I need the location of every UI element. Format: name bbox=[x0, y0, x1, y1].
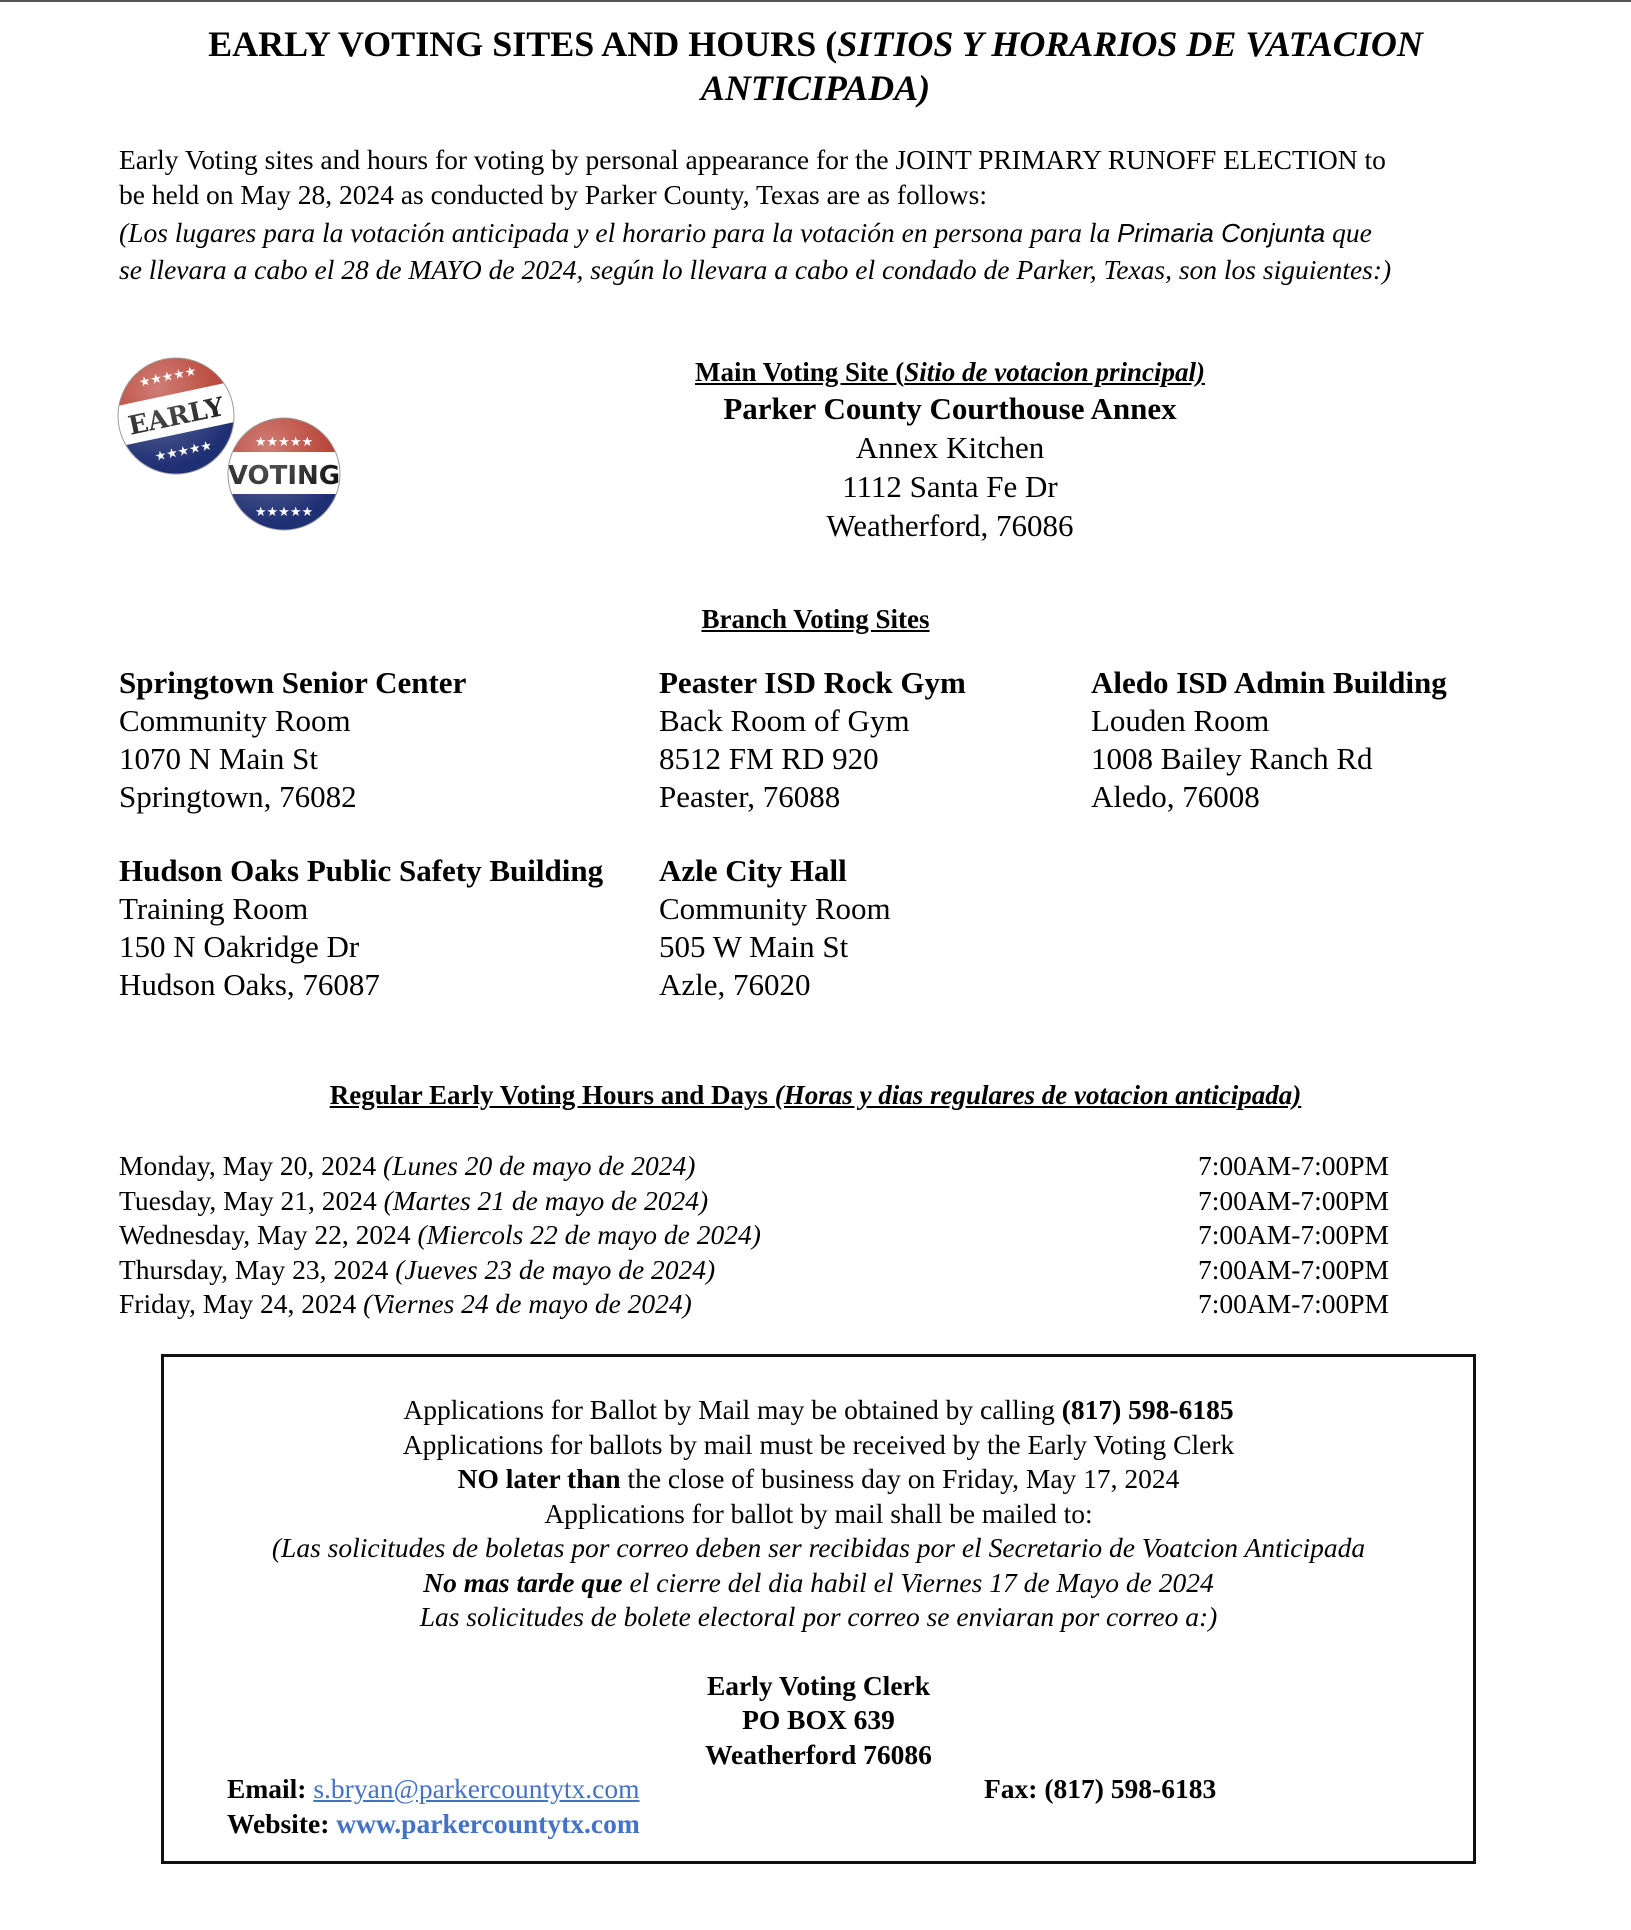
intro-spanish-que: que bbox=[1325, 217, 1372, 248]
hours-time: 7:00AM-7:00PM bbox=[1198, 1219, 1389, 1250]
branch-site-city: Aledo, 76008 bbox=[1091, 779, 1260, 814]
branch-site-city: Springtown, 76082 bbox=[119, 779, 357, 814]
no-mas-tarde-que: No mas tarde que bbox=[423, 1567, 623, 1598]
branch-site-name: Aledo ISD Admin Building bbox=[1091, 665, 1447, 700]
branch-site bbox=[119, 664, 466, 816]
hours-row bbox=[119, 1218, 1419, 1253]
email-link[interactable]: s.bryan@parkercountytx.com bbox=[313, 1773, 640, 1804]
website-label: Website: bbox=[227, 1808, 337, 1839]
website-link[interactable]: www.parkercountytx.com bbox=[336, 1808, 640, 1839]
hours-day: Wednesday, May 22, 2024 bbox=[119, 1219, 418, 1250]
mail-line-mailed-to: Applications for ballot by mail shall be mailed to: bbox=[544, 1498, 1093, 1529]
early-voting-buttons-icon bbox=[108, 350, 356, 542]
branch-sites-heading bbox=[0, 602, 1631, 636]
branch-site-street: 505 W Main St bbox=[659, 929, 849, 964]
branch-site-street: 150 N Oakridge Dr bbox=[119, 929, 360, 964]
hours-row bbox=[119, 1253, 1419, 1288]
hours-day-es: (Miercols 22 de mayo de 2024) bbox=[417, 1219, 761, 1250]
website-line bbox=[227, 1806, 640, 1842]
title-spanish-line1: SITIOS Y HORARIOS DE VATACION bbox=[837, 24, 1423, 64]
main-site-heading-es: Sitio de votacion principal) bbox=[904, 357, 1206, 387]
fax-number: (817) 598-6183 bbox=[1044, 1773, 1217, 1804]
page-top-border bbox=[0, 0, 1631, 2]
hours-row bbox=[119, 1149, 1419, 1184]
hours-day-es: (Lunes 20 de mayo de 2024) bbox=[383, 1150, 696, 1181]
main-site-heading-en: Main Voting Site ( bbox=[694, 357, 905, 387]
main-site-heading bbox=[600, 354, 1300, 390]
intro-spanish-text: (Los lugares para la votación anticipada y el horario para la votación en persona para la bbox=[119, 217, 1118, 248]
hours-row bbox=[119, 1287, 1419, 1322]
branch-sites-heading-text: Branch Voting Sites bbox=[701, 604, 930, 634]
mail-line-phone bbox=[161, 1393, 1476, 1428]
clerk-city: Weatherford 76086 bbox=[705, 1739, 932, 1770]
mail-line-es-3: Las solicitudes de bolete electoral por correo se enviaran por correo a:) bbox=[419, 1601, 1218, 1632]
branch-site-name: Springtown Senior Center bbox=[119, 665, 467, 700]
branch-site bbox=[659, 852, 891, 1004]
main-site-room: Annex Kitchen bbox=[855, 430, 1045, 465]
clerk-name: Early Voting Clerk bbox=[706, 1670, 931, 1701]
intro-english-line2: be held on May 28, 2024 as conducted by Parker County, Texas are as follows: bbox=[119, 179, 987, 210]
mail-line-es-2-text: el cierre del dia habil el Viernes 17 de Mayo de 2024 bbox=[622, 1567, 1214, 1598]
intro-spanish-line2: se llevara a cabo el 28 de MAYO de 2024, según lo llevara a cabo el condado de Parker, Texas, son los siguientes:) bbox=[119, 254, 1392, 285]
fax-label: Fax: bbox=[984, 1773, 1045, 1804]
intro-spanish-line1 bbox=[119, 214, 1539, 252]
hours-day-es: (Viernes 24 de mayo de 2024) bbox=[363, 1288, 692, 1319]
branch-site bbox=[119, 852, 603, 1004]
main-voting-site bbox=[600, 354, 1300, 545]
branch-site-street: 1070 N Main St bbox=[119, 741, 318, 776]
main-site-name: Parker County Courthouse Annex bbox=[723, 391, 1177, 426]
main-site-city: Weatherford, 76086 bbox=[826, 508, 1074, 543]
early-voting-logo bbox=[108, 350, 356, 542]
mail-line-received: Applications for ballots by mail must be received by the Early Voting Clerk bbox=[402, 1429, 1235, 1460]
phone-number: (817) 598-6185 bbox=[1061, 1394, 1234, 1425]
hours-day: Tuesday, May 21, 2024 bbox=[119, 1184, 384, 1216]
hours-time: 7:00AM-7:00PM bbox=[1198, 1150, 1389, 1181]
page-title bbox=[0, 22, 1631, 66]
intro-english-line1: Early Voting sites and hours for voting by personal appearance for the JOINT PRIMARY RUNOFF ELECTION to bbox=[119, 144, 1386, 175]
deadline-text: the close of business day on Friday, May 17, 2024 bbox=[620, 1463, 1180, 1494]
branch-site-city: Hudson Oaks, 76087 bbox=[119, 967, 380, 1002]
branch-site-room: Back Room of Gym bbox=[659, 703, 910, 738]
mail-line-deadline bbox=[161, 1462, 1476, 1497]
fax-line bbox=[984, 1771, 1216, 1807]
main-site-street: 1112 Santa Fe Dr bbox=[842, 469, 1058, 504]
mail-line-phone-text: Applications for Ballot by Mail may be obtained by calling bbox=[403, 1394, 1062, 1425]
mail-line-es-2 bbox=[161, 1566, 1476, 1601]
hours-time: 7:00AM-7:00PM bbox=[1198, 1288, 1389, 1319]
hours-heading bbox=[0, 1078, 1631, 1112]
branch-site bbox=[659, 664, 966, 816]
hours-time: 7:00AM-7:00PM bbox=[1198, 1184, 1389, 1216]
branch-site-street: 8512 FM RD 920 bbox=[659, 741, 879, 776]
title-spanish-line2: ANTICIPADA) bbox=[700, 68, 931, 108]
hours-day: Friday, May 24, 2024 bbox=[119, 1288, 364, 1319]
branch-site-room: Training Room bbox=[119, 891, 309, 926]
page-title-line2 bbox=[0, 66, 1631, 110]
email-line bbox=[227, 1771, 640, 1807]
mail-line-es-1: (Las solicitudes de boletas por correo deben ser recibidas por el Secretario de Voatcion Anticipada bbox=[271, 1532, 1366, 1563]
primaria-conjunta: Primaria Conjunta bbox=[1117, 218, 1326, 248]
branch-site-name: Hudson Oaks Public Safety Building bbox=[119, 853, 604, 888]
branch-site-street: 1008 Bailey Ranch Rd bbox=[1091, 741, 1373, 776]
hours-time: 7:00AM-7:00PM bbox=[1198, 1253, 1389, 1285]
branch-site-city: Peaster, 76088 bbox=[659, 779, 841, 814]
hours-day-es: (Martes 21 de mayo de 2024) bbox=[383, 1184, 709, 1216]
hours-day: Monday, May 20, 2024 bbox=[119, 1150, 384, 1181]
hours-row bbox=[119, 1184, 1419, 1219]
hours-heading-en: Regular Early Voting Hours and Days bbox=[329, 1080, 775, 1110]
hours-heading-es: (Horas y dias regulares de votacion anticipada) bbox=[774, 1080, 1302, 1110]
clerk-po-box: PO BOX 639 bbox=[742, 1704, 895, 1735]
branch-site-room: Community Room bbox=[659, 891, 891, 926]
branch-site-city: Azle, 76020 bbox=[659, 967, 811, 1002]
branch-site-name: Azle City Hall bbox=[659, 853, 847, 888]
email-label: Email: bbox=[227, 1773, 314, 1804]
branch-site-room: Louden Room bbox=[1091, 703, 1270, 738]
branch-site-room: Community Room bbox=[119, 703, 351, 738]
hours-day: Thursday, May 23, 2024 bbox=[119, 1253, 396, 1285]
branch-site bbox=[1091, 664, 1447, 816]
hours-day-es: (Jueves 23 de mayo de 2024) bbox=[395, 1253, 716, 1285]
title-english: EARLY VOTING SITES AND HOURS ( bbox=[208, 24, 838, 64]
no-later-than: NO later than bbox=[457, 1463, 621, 1494]
branch-site-name: Peaster ISD Rock Gym bbox=[659, 665, 966, 700]
